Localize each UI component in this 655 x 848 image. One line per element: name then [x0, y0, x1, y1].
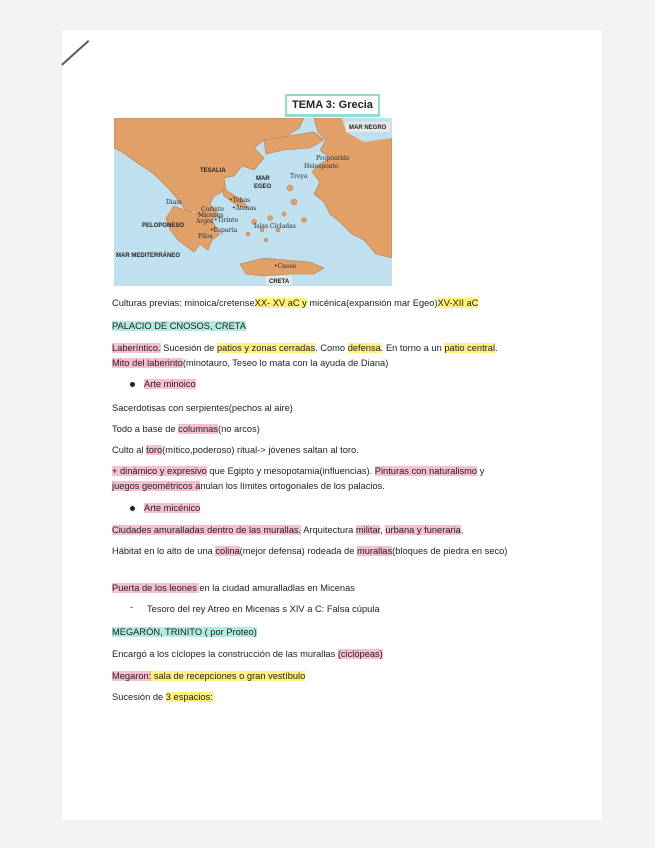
map-label-micenas: Micenas — [198, 212, 224, 219]
bullet-dot — [130, 382, 135, 387]
map-drawing — [114, 118, 392, 286]
note-heading-palacio — [112, 320, 552, 333]
highlight-pink: Arte micénico — [144, 503, 201, 513]
note-line-puerta — [112, 582, 552, 595]
map-label-tirinto: •Tirinto — [214, 217, 239, 224]
map-label-mar-negro: MAR NEGRO — [349, 125, 387, 131]
note-line-juegos — [112, 480, 552, 493]
highlight-pink: murallas — [357, 546, 393, 556]
highlight-pink: Pinturas con naturalismo — [374, 466, 478, 476]
highlight-pink: Laberíntico. — [112, 343, 161, 353]
highlight-teal: MEGARÓN, TRINITO ( por Proteo) — [112, 627, 257, 637]
note-line-tesoro: Tesoro del rey Atreo en Micenas s XIV a C: Falsa cúpula — [147, 604, 380, 614]
text-segment: y — [477, 466, 485, 476]
note-line-megaron-def — [112, 670, 552, 683]
note-line-toro — [112, 444, 552, 457]
greece-map — [114, 118, 392, 286]
highlight-yellow: sala de recepciones o gran vestíbulo — [151, 671, 306, 681]
map-label-creta: CRETA — [269, 279, 290, 285]
text-segment: Encargó a los cíclopes la construcción de las murallas — [112, 649, 338, 659]
map-label-tesalia: TESALIA — [200, 168, 226, 174]
cyclades-islands — [246, 185, 307, 242]
map-label-atenas: •Atenas — [232, 205, 257, 212]
map-label-tebas: •Tebas — [229, 197, 251, 204]
text-segment: Culturas previas: minoica/cretense — [112, 298, 255, 308]
highlight-pink: + dinámico y expresivo — [112, 466, 207, 476]
text-segment: Sucesión de — [160, 343, 217, 353]
highlight-pink: militar — [355, 525, 381, 535]
note-line-dinamico — [112, 465, 552, 478]
highlight-yellow: 3 espacios: — [165, 692, 213, 702]
map-label-pilos: Pilos — [198, 233, 213, 240]
highlight-yellow: XX- XV aC y — [254, 298, 307, 308]
text-segment: micénica(expansión mar Egeo) — [306, 298, 438, 308]
note-bullet-arte-micenico — [144, 502, 584, 515]
highlight-yellow: defensa — [347, 343, 381, 353]
note-line-laberinto — [112, 342, 552, 355]
map-label-mar: MAR — [256, 176, 270, 182]
highlight-pink: Arte minoico — [144, 379, 196, 389]
text-segment: (mítico,poderoso) ritual-> jóvenes saltan al toro. — [162, 445, 359, 455]
highlight-yellow: XV-XII aC — [437, 298, 479, 308]
text-segment: (mejor defensa) rodeada de — [239, 546, 357, 556]
map-label-troya: Troya — [290, 173, 308, 180]
text-segment: Hábitat en lo alto de una — [112, 546, 216, 556]
highlight-pink: toro — [146, 445, 163, 455]
note-line-sucesion — [112, 691, 552, 704]
note-line-columnas — [112, 423, 552, 436]
map-label-islas-ciclades: Islas Cícladas — [254, 223, 296, 230]
highlight-teal: PALACIO DE CNOSOS, CRETA — [112, 321, 246, 331]
note-line-habitat — [112, 545, 552, 558]
map-label-helesponto: Helesponto — [304, 163, 339, 170]
highlight-yellow: patio central — [444, 343, 496, 353]
map-label-argos: Argos — [196, 218, 214, 225]
bullet-dot — [130, 506, 135, 511]
map-label-cnoso: •Cnoso — [274, 263, 297, 270]
dash-marker: - — [130, 602, 134, 612]
highlight-pink: colina — [215, 546, 240, 556]
map-label-peloponeso: PELOPONESO — [142, 223, 185, 229]
text-segment: . — [460, 525, 464, 535]
page-title: TEMA 3: Grecia — [285, 94, 380, 117]
text-segment: Arquitectura — [301, 525, 356, 535]
map-label-esparta: •Esparta — [210, 227, 238, 234]
text-segment: Sucesión de — [112, 692, 166, 702]
highlight-pink: juegos geométricos a — [112, 481, 201, 491]
text-segment: , — [380, 525, 386, 535]
text-segment: nulan los límites ortogonales de los palacios. — [200, 481, 385, 491]
text-segment: . — [495, 343, 498, 353]
text-segment: (bloques de piedra en seco) — [392, 546, 508, 556]
highlight-pink: Mito del laberinto — [112, 358, 183, 368]
highlight-pink: Megaron: — [112, 671, 152, 681]
text-segment: (minotauro, Teseo lo mata con la ayuda de Diana) — [182, 358, 389, 368]
text-segment: (no arcos) — [217, 424, 260, 434]
highlight-pink: urbana y funeraria — [385, 525, 461, 535]
map-label-corinto: Corinto — [201, 206, 224, 213]
note-heading-megaron — [112, 626, 552, 639]
note-line-sacerdotisas: Sacerdotisas con serpientes(pechos al aire) — [112, 403, 293, 413]
text-segment: Todo a base de — [112, 424, 179, 434]
map-label-olimpia: Diam — [166, 199, 182, 206]
text-segment: . En torno a un — [380, 343, 445, 353]
highlight-yellow: patios y zonas cerradas — [216, 343, 316, 353]
highlight-pink: columnas — [178, 424, 218, 434]
note-line-mito — [112, 357, 552, 370]
note-line-ciudades — [112, 524, 552, 537]
map-label-egeo: EGEO — [254, 184, 272, 190]
map-label-propontide: Propóntide — [316, 155, 350, 162]
note-line-cultures — [112, 297, 552, 310]
note-bullet-arte-minoico — [144, 378, 584, 391]
text-segment: Culto al — [112, 445, 147, 455]
note-line-ciclopes — [112, 648, 552, 661]
text-segment: que Egipto y mesopotamia(influencias). — [206, 466, 375, 476]
text-segment: en la ciudad amuralladlas en Micenas — [199, 583, 355, 593]
map-label-mar-mediterraneo: MAR MEDITERRÁNEO — [116, 253, 180, 259]
text-segment: . Como — [315, 343, 348, 353]
highlight-pink: Ciudades amuralladas dentro de las murallas. — [112, 525, 302, 535]
highlight-pink: Puerta de los leones — [112, 583, 200, 593]
highlight-pink: (ciclópeas) — [337, 649, 383, 659]
